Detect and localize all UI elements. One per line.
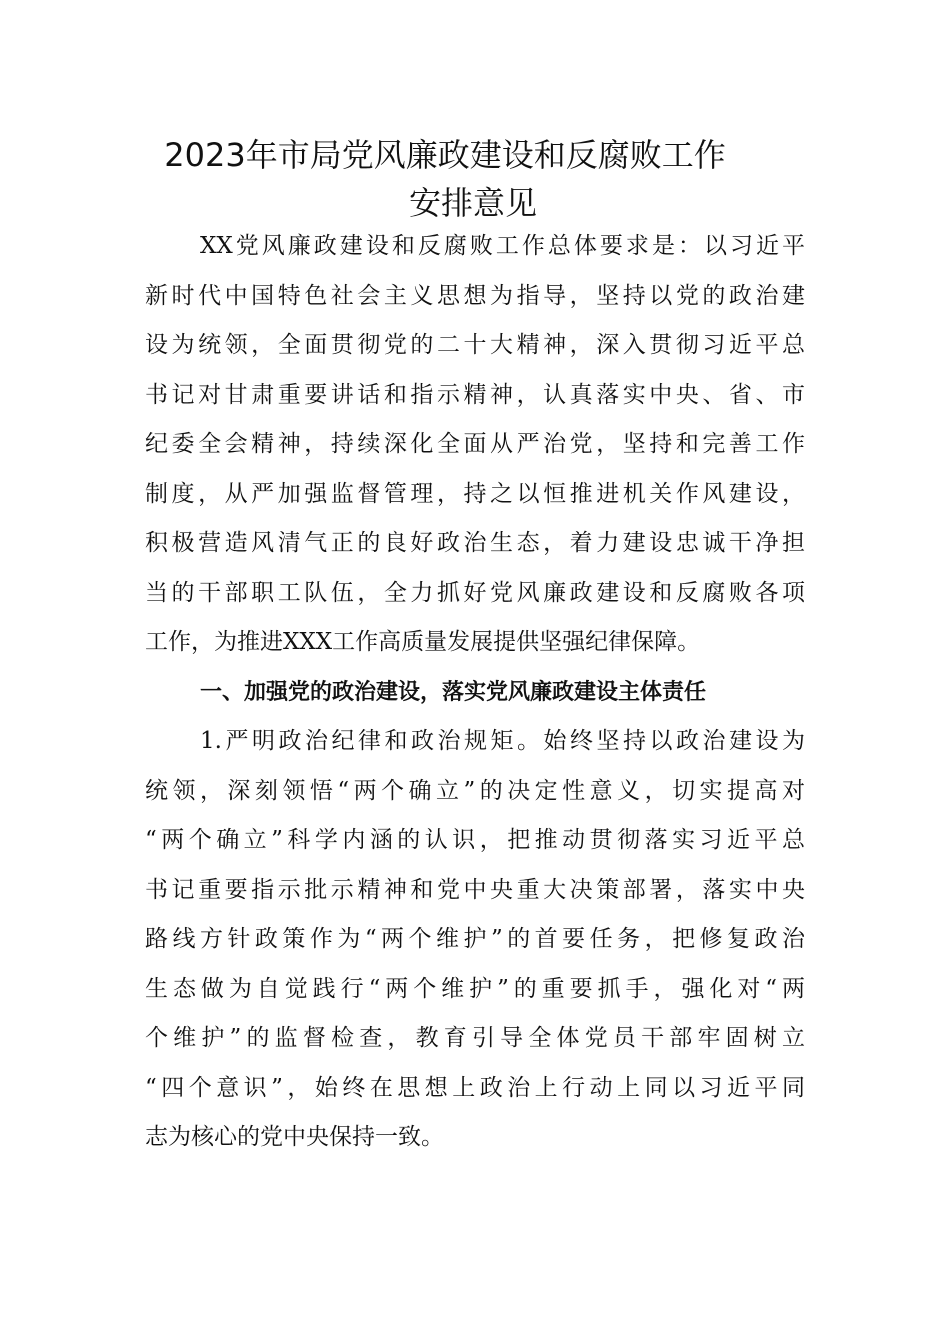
text-line: 1.严明政治纪律和政治规矩。始终坚持以政治建设为 bbox=[200, 728, 805, 754]
paragraph-political-discipline bbox=[145, 717, 805, 1163]
document-title-line-2: 安排意见 bbox=[408, 184, 537, 222]
text-line: XX党风廉政建设和反腐败工作总体要求是：以习近平 bbox=[200, 233, 805, 259]
text-line: 当的干部职工队伍，全力抓好党风廉政建设和反腐败各项 bbox=[145, 579, 805, 606]
section-heading: 一、加强党的政治建设，落实党风廉政建设主体责任 bbox=[200, 679, 707, 705]
text-line: 设为统领，全面贯彻党的二十大精神，深入贯彻习近平总 bbox=[145, 332, 805, 358]
document-title-line-1: 2023年市局党风廉政建设和反腐败工作 bbox=[164, 136, 726, 174]
text-line: 积极营造风清气正的良好政治生态，着力建设忠诚干净担 bbox=[145, 530, 805, 556]
text-line: “两个确立”科学内涵的认识，把推动贯彻落实习近平总 bbox=[145, 827, 805, 853]
text-line: 纪委全会精神，持续深化全面从严治党，坚持和完善工作 bbox=[145, 431, 805, 457]
paragraph-general-requirements bbox=[145, 222, 805, 668]
text-line: 统领，深刻领悟“两个确立”的决定性意义，切实提高对 bbox=[145, 777, 805, 804]
text-line: “四个意识”，始终在思想上政治上行动上同以习近平同 bbox=[145, 1074, 805, 1101]
document-body bbox=[145, 222, 805, 1163]
text-line: 工作，为推进XXX工作高质量发展提供坚强纪律保障。 bbox=[145, 629, 701, 655]
text-line: 书记重要指示批示精神和党中央重大决策部署，落实中央 bbox=[145, 876, 805, 903]
text-line: 个维护”的监督检查，教育引导全体党员干部牢固树立 bbox=[145, 1025, 805, 1051]
text-line: 生态做为自觉践行“两个维护”的重要抓手，强化对“两 bbox=[145, 975, 805, 1002]
text-line: 路线方针政策作为“两个维护”的首要任务，把修复政治 bbox=[145, 926, 805, 952]
text-line: 制度，从严加强监督管理，持之以恒推进机关作风建设， bbox=[145, 480, 805, 507]
text-line: 书记对甘肃重要讲话和指示精神，认真落实中央、省、市 bbox=[145, 381, 805, 408]
text-line: 新时代中国特色社会主义思想为指导，坚持以党的政治建 bbox=[145, 282, 805, 309]
text-line: 志为核心的党中央保持一致。 bbox=[145, 1124, 444, 1150]
